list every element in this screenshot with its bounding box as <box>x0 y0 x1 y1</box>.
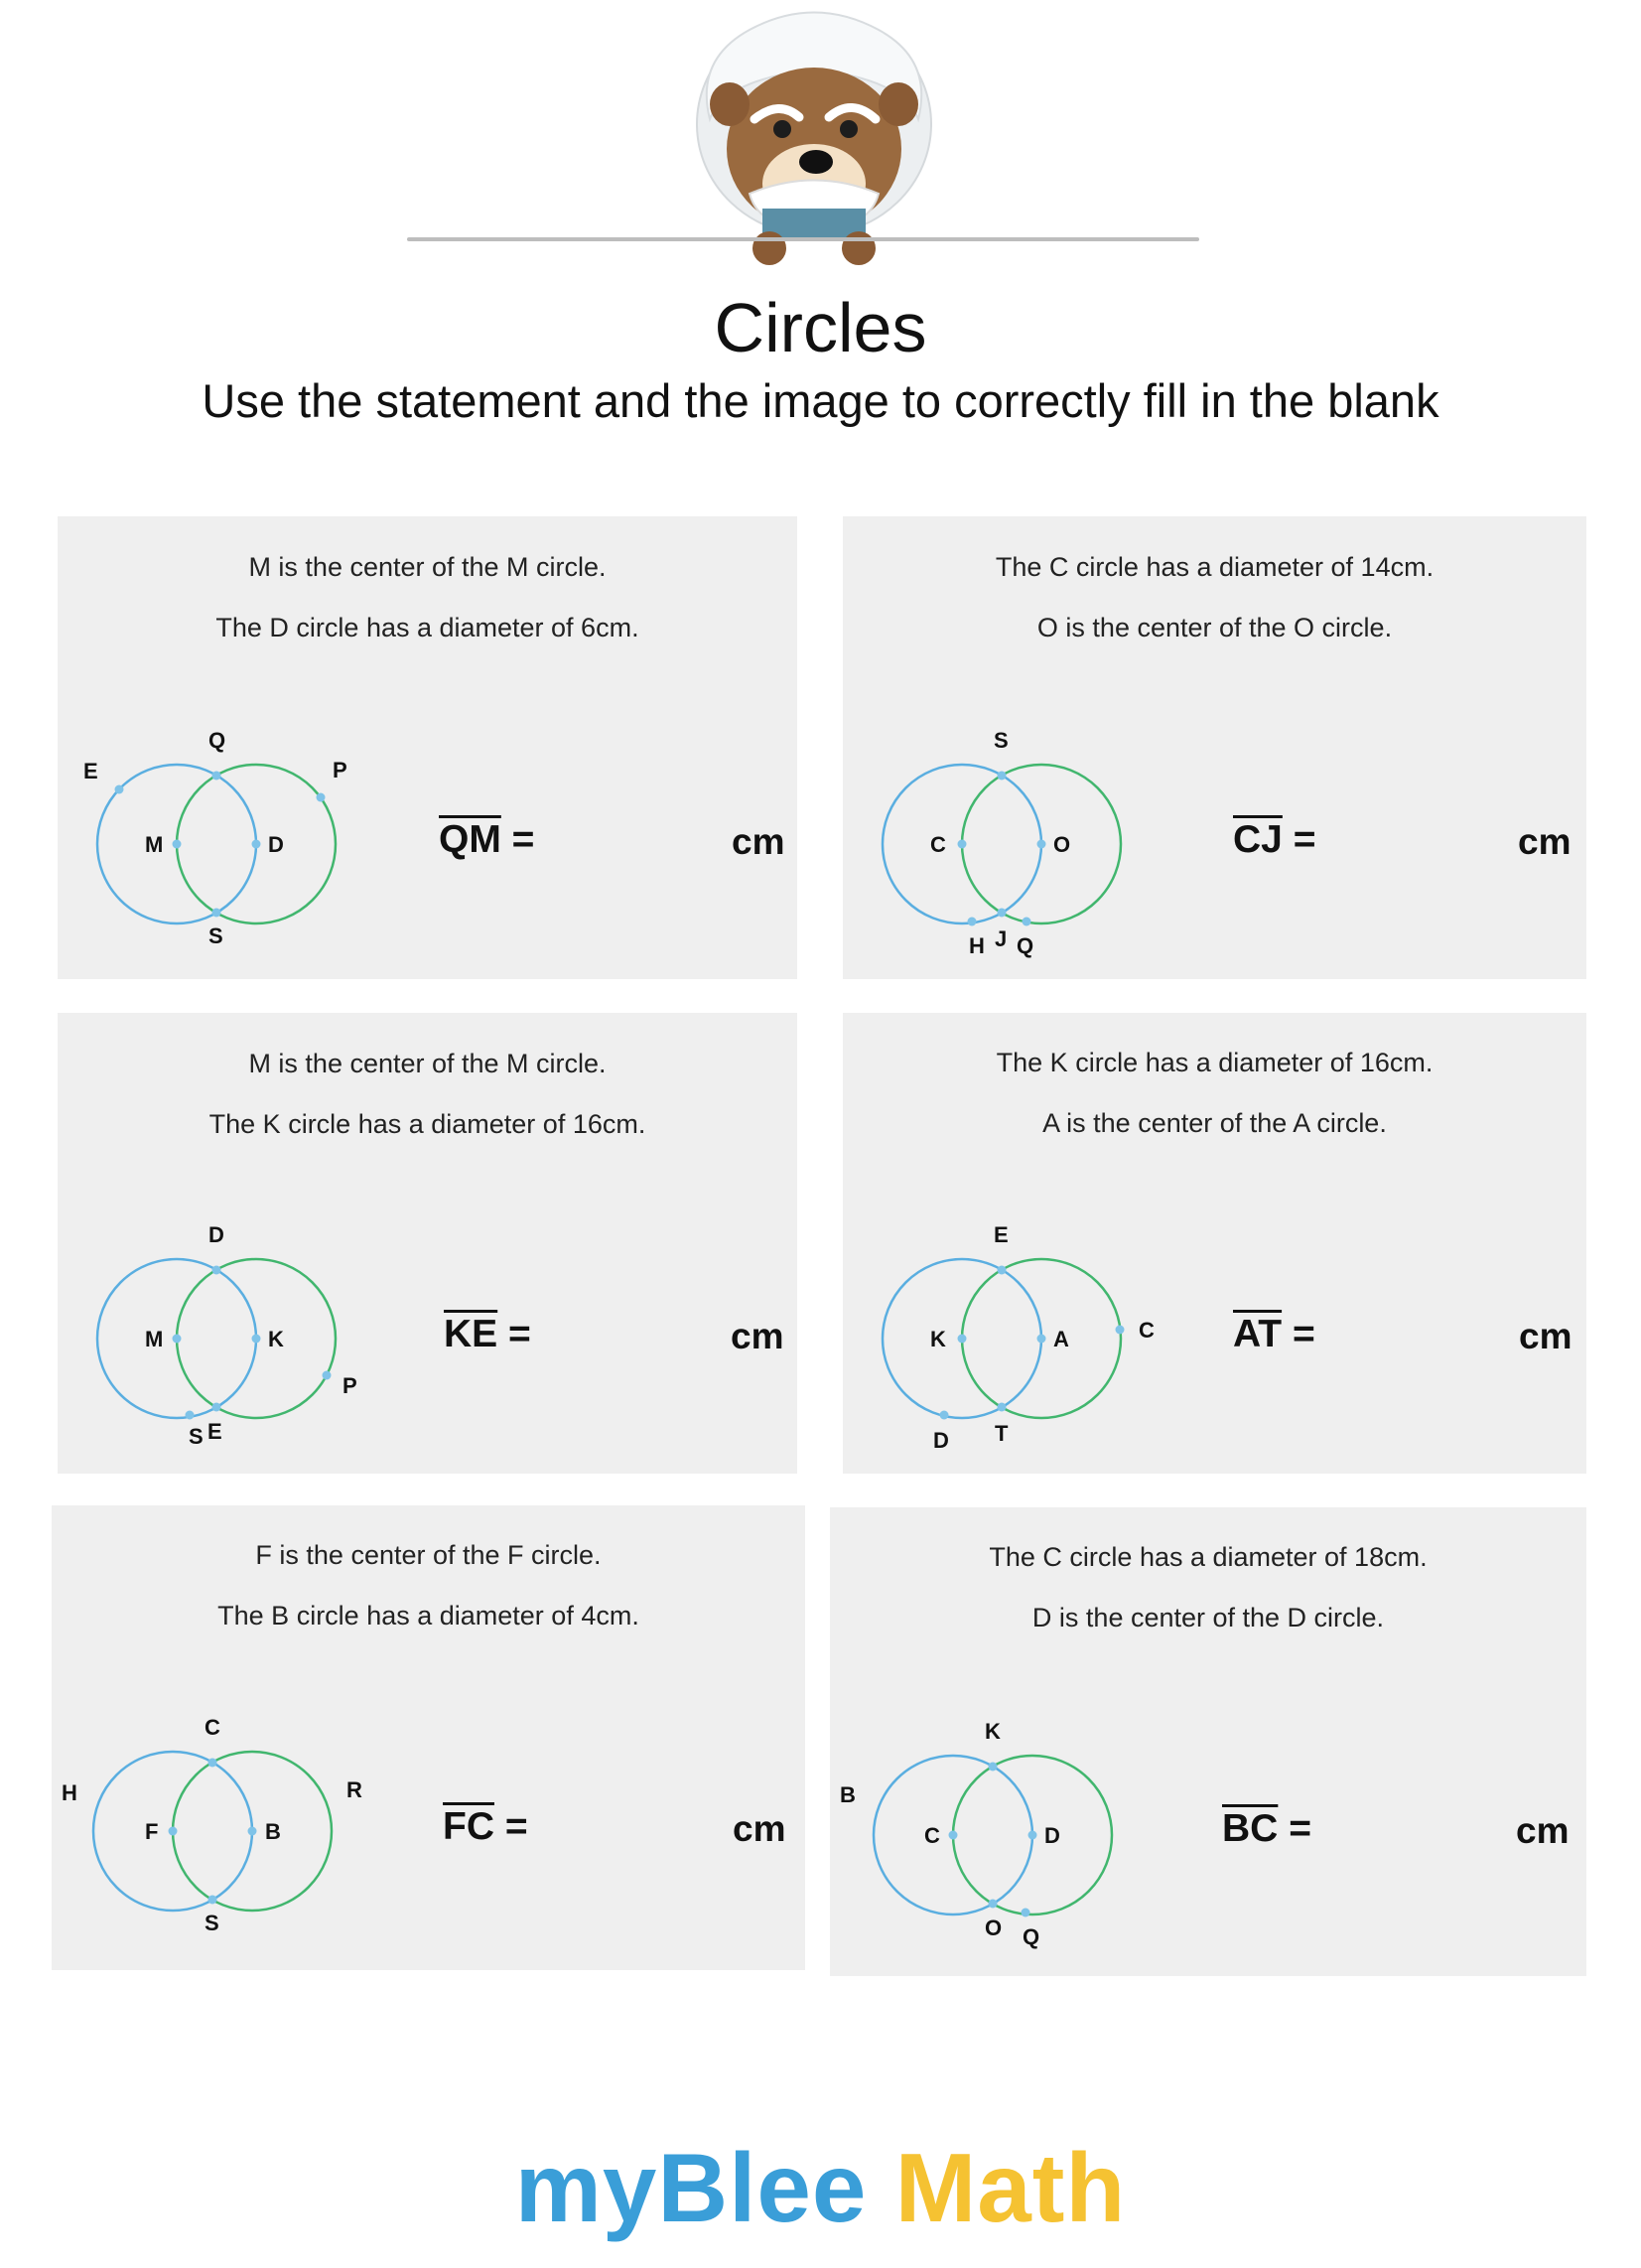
point-label: B <box>265 1819 281 1844</box>
equals-sign: = <box>511 818 535 861</box>
point-marker <box>958 840 967 849</box>
segment-name: $\overline{AT}$ <box>1233 1313 1283 1355</box>
point-label: C <box>924 1823 940 1848</box>
point-label: K <box>268 1327 284 1351</box>
point-label: P <box>333 758 347 782</box>
page-title: Circles <box>714 289 927 366</box>
unit-label: cm <box>733 1808 786 1849</box>
circle-diagram <box>830 1706 1158 1966</box>
point-marker <box>998 772 1007 780</box>
point-marker <box>949 1831 958 1840</box>
point-marker <box>958 1335 967 1344</box>
point-label: O <box>985 1915 1003 1940</box>
mascot-ledge <box>407 237 1199 241</box>
brand-logo-part2: Math <box>894 2133 1127 2242</box>
statement-2: The K circle has a diameter of 16cm. <box>208 1109 646 1139</box>
statement-2: O is the center of the O circle. <box>1036 613 1393 642</box>
segment-expression <box>1233 818 1315 862</box>
point-label: C <box>1139 1318 1155 1343</box>
point-marker <box>173 1335 182 1344</box>
point-marker <box>212 909 221 918</box>
point-label: C <box>930 832 946 857</box>
point-label: P <box>342 1373 357 1398</box>
segment-expression <box>1233 1313 1315 1356</box>
point-marker <box>989 1900 998 1909</box>
point-label: E <box>83 759 98 783</box>
point-marker <box>248 1827 257 1836</box>
unit-label: cm <box>732 821 785 862</box>
point-label: H <box>62 1780 77 1805</box>
statement-2: D is the center of the D circle. <box>1031 1603 1385 1632</box>
equals-sign: = <box>1292 1313 1315 1355</box>
segment-expression <box>1222 1807 1311 1851</box>
point-label: Q <box>1017 933 1034 958</box>
segment-name: $\overline{KE}$ <box>444 1313 498 1355</box>
segment-expression <box>439 818 534 862</box>
point-marker <box>998 1403 1007 1412</box>
problem-card-2 <box>843 516 1586 979</box>
segment-name: $\overline{FC}$ <box>443 1805 494 1848</box>
point-label: M <box>145 832 164 857</box>
point-label: K <box>985 1719 1001 1744</box>
statement-1: M is the center of the M circle. <box>248 552 607 582</box>
point-label: H <box>969 933 985 958</box>
point-label: R <box>346 1777 362 1802</box>
circle-diagram <box>52 1702 379 1962</box>
circle-diagram <box>843 1209 1170 1470</box>
point-label: T <box>995 1421 1009 1446</box>
point-label: D <box>208 1222 224 1247</box>
point-marker <box>968 918 977 926</box>
point-marker <box>186 1411 195 1420</box>
problem-card-5 <box>52 1505 805 1970</box>
point-label: F <box>145 1819 159 1844</box>
point-marker <box>212 772 221 780</box>
point-marker <box>208 1896 217 1905</box>
circle-diagram <box>58 715 385 975</box>
brand-logo <box>0 2133 1641 2242</box>
point-marker <box>212 1403 221 1412</box>
point-label: S <box>208 923 223 948</box>
point-label: C <box>205 1715 220 1740</box>
point-marker <box>317 793 326 802</box>
point-marker <box>173 840 182 849</box>
circle-diagram <box>843 715 1170 975</box>
point-label: J <box>995 926 1008 951</box>
point-marker <box>1037 840 1046 849</box>
equals-sign: = <box>508 1313 531 1355</box>
statement-1: The C circle has a diameter of 18cm. <box>989 1542 1428 1572</box>
problem-card-3 <box>58 1013 797 1474</box>
segment-name: $\overline{CJ}$ <box>1233 818 1283 861</box>
unit-label: cm <box>1516 1810 1570 1851</box>
point-marker <box>1037 1335 1046 1344</box>
page-subtitle: Use the statement and the image to correctly fill in the blank <box>202 374 1439 427</box>
point-label: D <box>268 832 284 857</box>
point-marker <box>252 840 261 849</box>
point-marker <box>323 1371 332 1380</box>
point-label: B <box>840 1782 856 1807</box>
statement-1: The K circle has a diameter of 16cm. <box>996 1048 1434 1077</box>
point-marker <box>998 909 1007 918</box>
point-label: S <box>994 728 1009 753</box>
statement-2: A is the center of the A circle. <box>1042 1108 1387 1138</box>
point-marker <box>252 1335 261 1344</box>
problem-card-6 <box>830 1507 1586 1976</box>
point-label: K <box>930 1327 946 1351</box>
point-marker <box>115 785 124 794</box>
equals-sign: = <box>1289 1807 1311 1850</box>
point-marker <box>208 1759 217 1768</box>
point-label: Q <box>208 728 226 753</box>
unit-label: cm <box>1518 821 1572 862</box>
point-label: E <box>994 1222 1009 1247</box>
statement-1: F is the center of the F circle. <box>255 1540 602 1570</box>
point-marker <box>989 1763 998 1772</box>
point-label: S <box>189 1424 204 1449</box>
point-label: Q <box>1023 1924 1040 1949</box>
point-marker <box>1028 1831 1037 1840</box>
segment-expression <box>444 1313 531 1356</box>
statement-1: M is the center of the M circle. <box>248 1049 607 1078</box>
circle-diagram <box>58 1209 385 1470</box>
point-label: E <box>207 1419 222 1444</box>
mascot-illustration <box>655 0 973 268</box>
statement-2: The D circle has a diameter of 6cm. <box>215 613 639 642</box>
point-label: M <box>145 1327 164 1351</box>
point-label: S <box>205 1911 219 1935</box>
equals-sign: = <box>1293 818 1316 861</box>
segment-name: $\overline{BC}$ <box>1222 1807 1279 1850</box>
unit-label: cm <box>731 1316 784 1356</box>
problem-card-4 <box>843 1013 1586 1474</box>
statement-2: The B circle has a diameter of 4cm. <box>217 1601 639 1630</box>
point-marker <box>998 1266 1007 1275</box>
segment-expression <box>443 1805 528 1849</box>
point-marker <box>1116 1326 1125 1335</box>
statement-1: The C circle has a diameter of 14cm. <box>995 552 1435 582</box>
point-marker <box>940 1411 949 1420</box>
equals-sign: = <box>504 1805 528 1848</box>
point-marker <box>169 1827 178 1836</box>
point-marker <box>212 1266 221 1275</box>
point-marker <box>1022 1909 1030 1917</box>
brand-logo-part1: myBlee <box>514 2133 868 2242</box>
segment-name: $\overline{QM}$ <box>439 818 501 861</box>
point-label: A <box>1053 1327 1069 1351</box>
problem-card-1 <box>58 516 797 979</box>
point-label: D <box>1044 1823 1060 1848</box>
unit-label: cm <box>1519 1316 1573 1356</box>
point-label: O <box>1053 832 1071 857</box>
point-marker <box>1023 918 1031 926</box>
point-label: D <box>933 1428 949 1453</box>
